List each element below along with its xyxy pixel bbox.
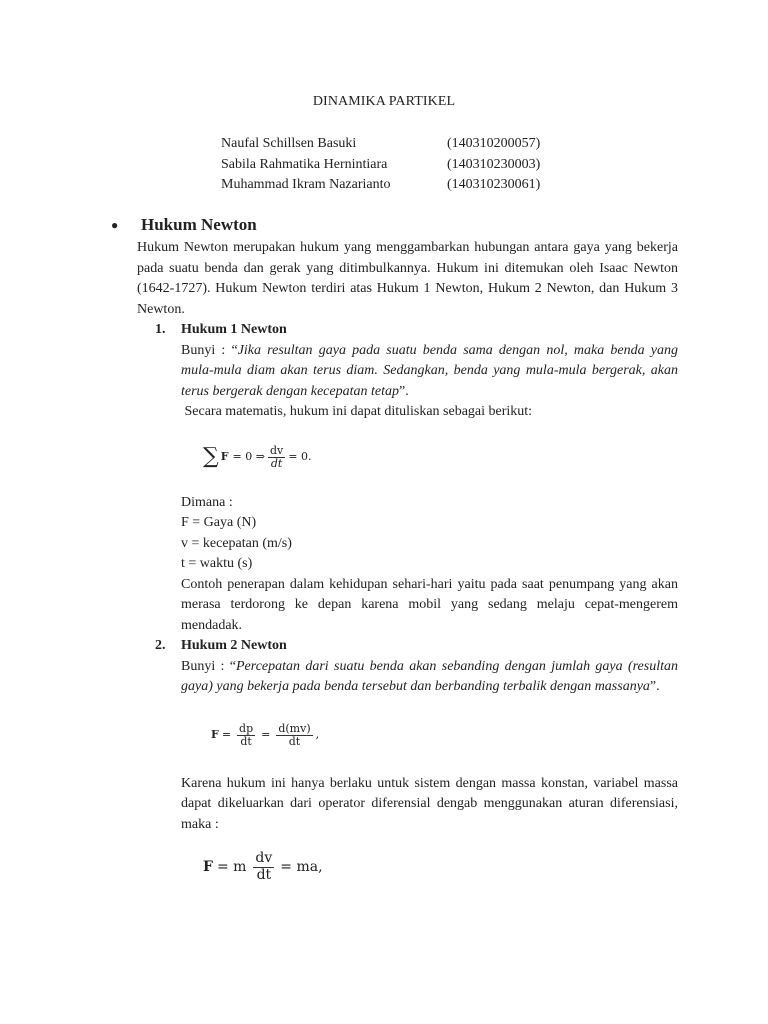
formula-f: F (220, 450, 229, 464)
sum-symbol: ∑ (203, 444, 219, 470)
author-row (221, 175, 540, 196)
bunyi-label: Bunyi : “ (181, 342, 238, 358)
bunyi-close: ”. (398, 383, 409, 399)
section-heading (111, 215, 681, 235)
fraction-denominator: dt (256, 866, 272, 883)
intro-paragraph: Hukum Newton merupakan hukum yang menggambarkan hubungan antara gaya yang bekerja pada suatu benda dan gerak yang ditimbulkannya. Hukum ini ditemukan oleh Isaac Newton (1642-1727). Hukum Newton terdiri atas Hukum 1 Newton, Hukum 2 Newton, dan Hukum 3 Newton. (137, 240, 678, 317)
law-2-head (155, 636, 678, 657)
law-1-example: Contoh penerapan dalam kehidupan sehari-hari yaitu pada saat penumpang yang akan merasa terdorong ke depan karena mobil yang sedang melaju cepat-mengerem mendadak. (181, 576, 678, 633)
author-id: (140310230061) (447, 177, 541, 192)
math-intro: Secara matematis, hukum ini dapat dituliskan sebagai berikut: (181, 404, 533, 419)
formula-f: F (203, 858, 213, 875)
law-1-statement (181, 341, 678, 403)
bunyi-text: Percepatan dari suatu benda akan sebanding dengan jumlah gaya (resultan gaya) yang bekerja pada benda tersebut dan berbanding terbalik dengan massanya (181, 658, 678, 694)
formula-fraction (237, 723, 255, 748)
formula-eq: = (221, 728, 232, 742)
page-title: DINAMIKA PARTIKEL (312, 94, 456, 109)
var-t: t = waktu (s) (181, 556, 253, 571)
author-name: Naufal Schillsen Basuki (221, 136, 357, 151)
fraction-numerator: dv (255, 850, 273, 867)
law-2-explanation: Karena hukum ini hanya berlaku untuk sistem dengan massa konstan, variabel massa dapat dikeluarkan dari operator diferensial dengab menggunakan aturan diferensiasi, maka : (181, 775, 678, 832)
formula-fraction (253, 851, 274, 883)
formula-tail: = 0. (288, 450, 312, 464)
list-number: 2. (155, 638, 166, 653)
law-1-heading: Hukum 1 Newton (181, 322, 287, 337)
bunyi-text: Jika resultan gaya pada suatu benda sama dengan nol, maka benda yang mula-mula diam akan terus diam. Sedangkan, benda yang mula-mula bergerak, akan terus bergerak dengan kecepatan tetap (181, 342, 678, 399)
bunyi-label: Bunyi : “ (181, 658, 236, 674)
author-id: (140310200057) (447, 136, 541, 151)
fraction-denominator: dt (240, 735, 252, 748)
bunyi-close: ”. (649, 679, 660, 694)
list-number: 1. (155, 322, 166, 337)
author-id: (140310230003) (447, 156, 541, 172)
law-2-statement (181, 657, 678, 698)
formula-second-law (211, 698, 678, 774)
author-list (221, 134, 540, 196)
dimana-label: Dimana : (181, 494, 233, 510)
formula-tail: = ma, (280, 858, 323, 875)
author-name: Muhammad Ikram Nazarianto (221, 177, 391, 192)
var-f: F = Gaya (N) (181, 515, 257, 530)
formula-f: F (211, 728, 219, 742)
formula-fraction (268, 445, 285, 470)
formula-f-equals-ma (203, 835, 678, 899)
section-title: Hukum Newton (141, 215, 257, 234)
fraction-denominator: dt (288, 735, 301, 748)
formula-eq: = m (216, 858, 247, 875)
author-row (221, 134, 540, 155)
formula-first-law (203, 423, 678, 493)
bullet-icon: ● (111, 217, 119, 232)
law-1 (155, 320, 678, 899)
formula-eq: = 0 ⇒ (232, 450, 265, 464)
var-v: v = kecepatan (m/s) (181, 535, 292, 551)
formula-tail: , (315, 728, 320, 742)
fraction-numerator: dp (239, 721, 254, 735)
formula-eq: = (261, 728, 271, 742)
formula-fraction (276, 723, 312, 748)
fraction-denominator: dt (270, 457, 283, 470)
fraction-numerator: dv (269, 443, 284, 457)
author-name: Sabila Rahmatika Hernintiara (221, 156, 388, 172)
fraction-numerator: d(mv) (278, 721, 311, 735)
author-row (221, 155, 540, 176)
law-2-heading: Hukum 2 Newton (181, 638, 287, 653)
